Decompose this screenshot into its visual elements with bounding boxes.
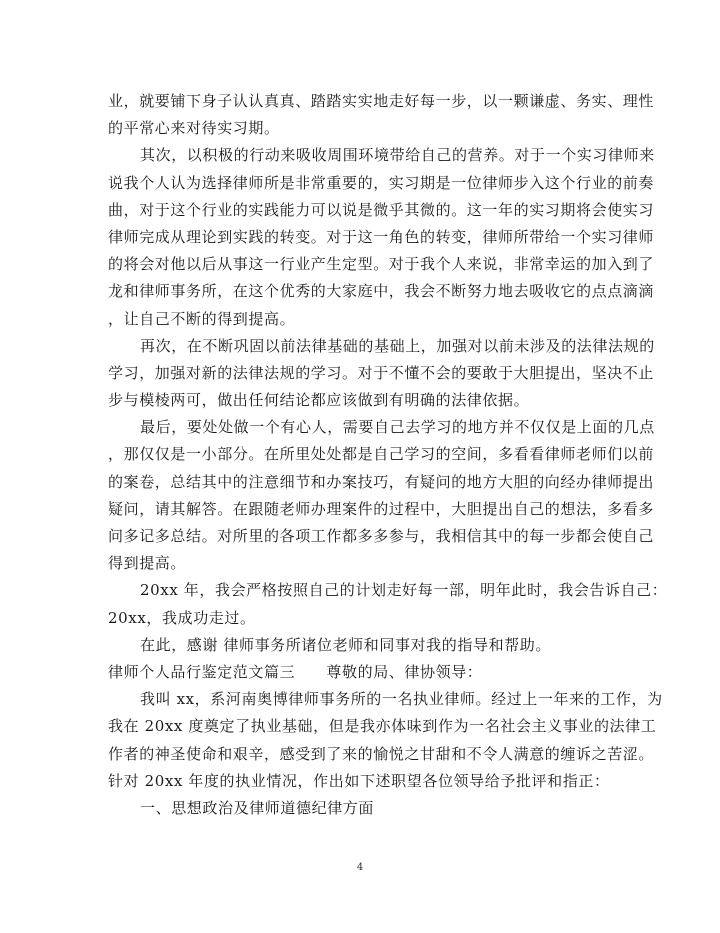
subsection-heading: 一、思想政治及律师道德纪律方面 xyxy=(140,798,375,817)
text-line: 在此，感谢 律师事务所诸位老师和同事对我的指导和帮助。 xyxy=(140,635,551,654)
text-line: 龙和律师事务所，在这个优秀的大家庭中，我会不断努力地去吸收它的点点滴滴 xyxy=(108,282,655,301)
text-line: 疑问，请其解答。在跟随老师办理案件的过程中，大胆提出自己的想法，多看多 xyxy=(108,499,655,518)
text-line: 20xx，我成功走过。 xyxy=(108,608,256,627)
text-line: 说我个人认为选择律师所是非常重要的，实习期是一位律师步入这个行业的前奏 xyxy=(108,173,655,192)
page-number: 4 xyxy=(356,862,364,873)
document-body xyxy=(108,88,668,822)
text-line: 的案卷，总结其中的注意细节和办案技巧，有疑问的地方大胆的向经办律师提出 xyxy=(108,472,655,491)
text-line: 我叫 xx，系河南奥博律师事务所的一名执业律师。经过上一年来的工作，为 xyxy=(140,690,663,709)
text-line: 针对 20xx 年度的执业情况，作出如下述职望各位领导给予批评和指正： xyxy=(108,771,610,790)
text-line: 曲，对于这个行业的实践能力可以说是微乎其微的。这一年的实习期将会使实习 xyxy=(108,200,655,219)
text-line: 20xx 年，我会严格按照自己的计划走好每一部，明年此时，我会告诉自己： xyxy=(140,581,668,600)
text-line: 再次，在不断巩固以前法律基础的基础上，加强对以前未涉及的法律法规的 xyxy=(140,336,655,355)
text-line: 学习，加强对新的法律法规的学习。对于不懂不会的要敢于大胆提出，坚决不止 xyxy=(108,363,655,382)
text-line: ，让自己不断的得到提高。 xyxy=(108,309,296,328)
text-line: 作者的神圣使命和艰辛，感受到了来的愉悦之甘甜和不令人满意的缠诉之苦涩。 xyxy=(108,744,655,763)
text-line: 的平常心来对待实习期。 xyxy=(108,119,280,138)
text-line: 步与模棱两可，做出任何结论都应该做到有明确的法律依据。 xyxy=(108,391,530,410)
text-line: 其次，以积极的行动来吸收周围环境带给自己的营养。对于一个实习律师来 xyxy=(140,146,655,165)
text-line: ，那仅仅是一小部分。在所里处处都是自己学习的空间，多看看律师老师们以前 xyxy=(108,445,655,464)
text-line: 业，就要铺下身子认认真真、踏踏实实地走好每一步，以一颗谦虚、务实、理性 xyxy=(108,92,655,110)
text-line: 我在 20xx 度奠定了执业基础，但是我亦体味到作为一名社会主义事业的法律工 xyxy=(108,717,657,736)
text-line: 的将会对他以后从事这一行业产生定型。对于我个人来说，非常幸运的加入到了 xyxy=(108,255,655,274)
text-line: 最后，要处处做一个有心人，需要自己去学习的地方并不仅仅是上面的几点 xyxy=(140,418,655,437)
text-line: 律师完成从理论到实践的转变。对于这一角色的转变，律师所带给一个实习律师 xyxy=(108,227,655,246)
text-line: 得到提高。 xyxy=(108,554,187,573)
text-line: 问多记多总结。对所里的各项工作都多多参与，我相信其中的每一步都会使自己 xyxy=(108,527,655,545)
section-heading: 律师个人品行鉴定范文篇三 尊敬的局、律协领导： xyxy=(108,662,483,681)
